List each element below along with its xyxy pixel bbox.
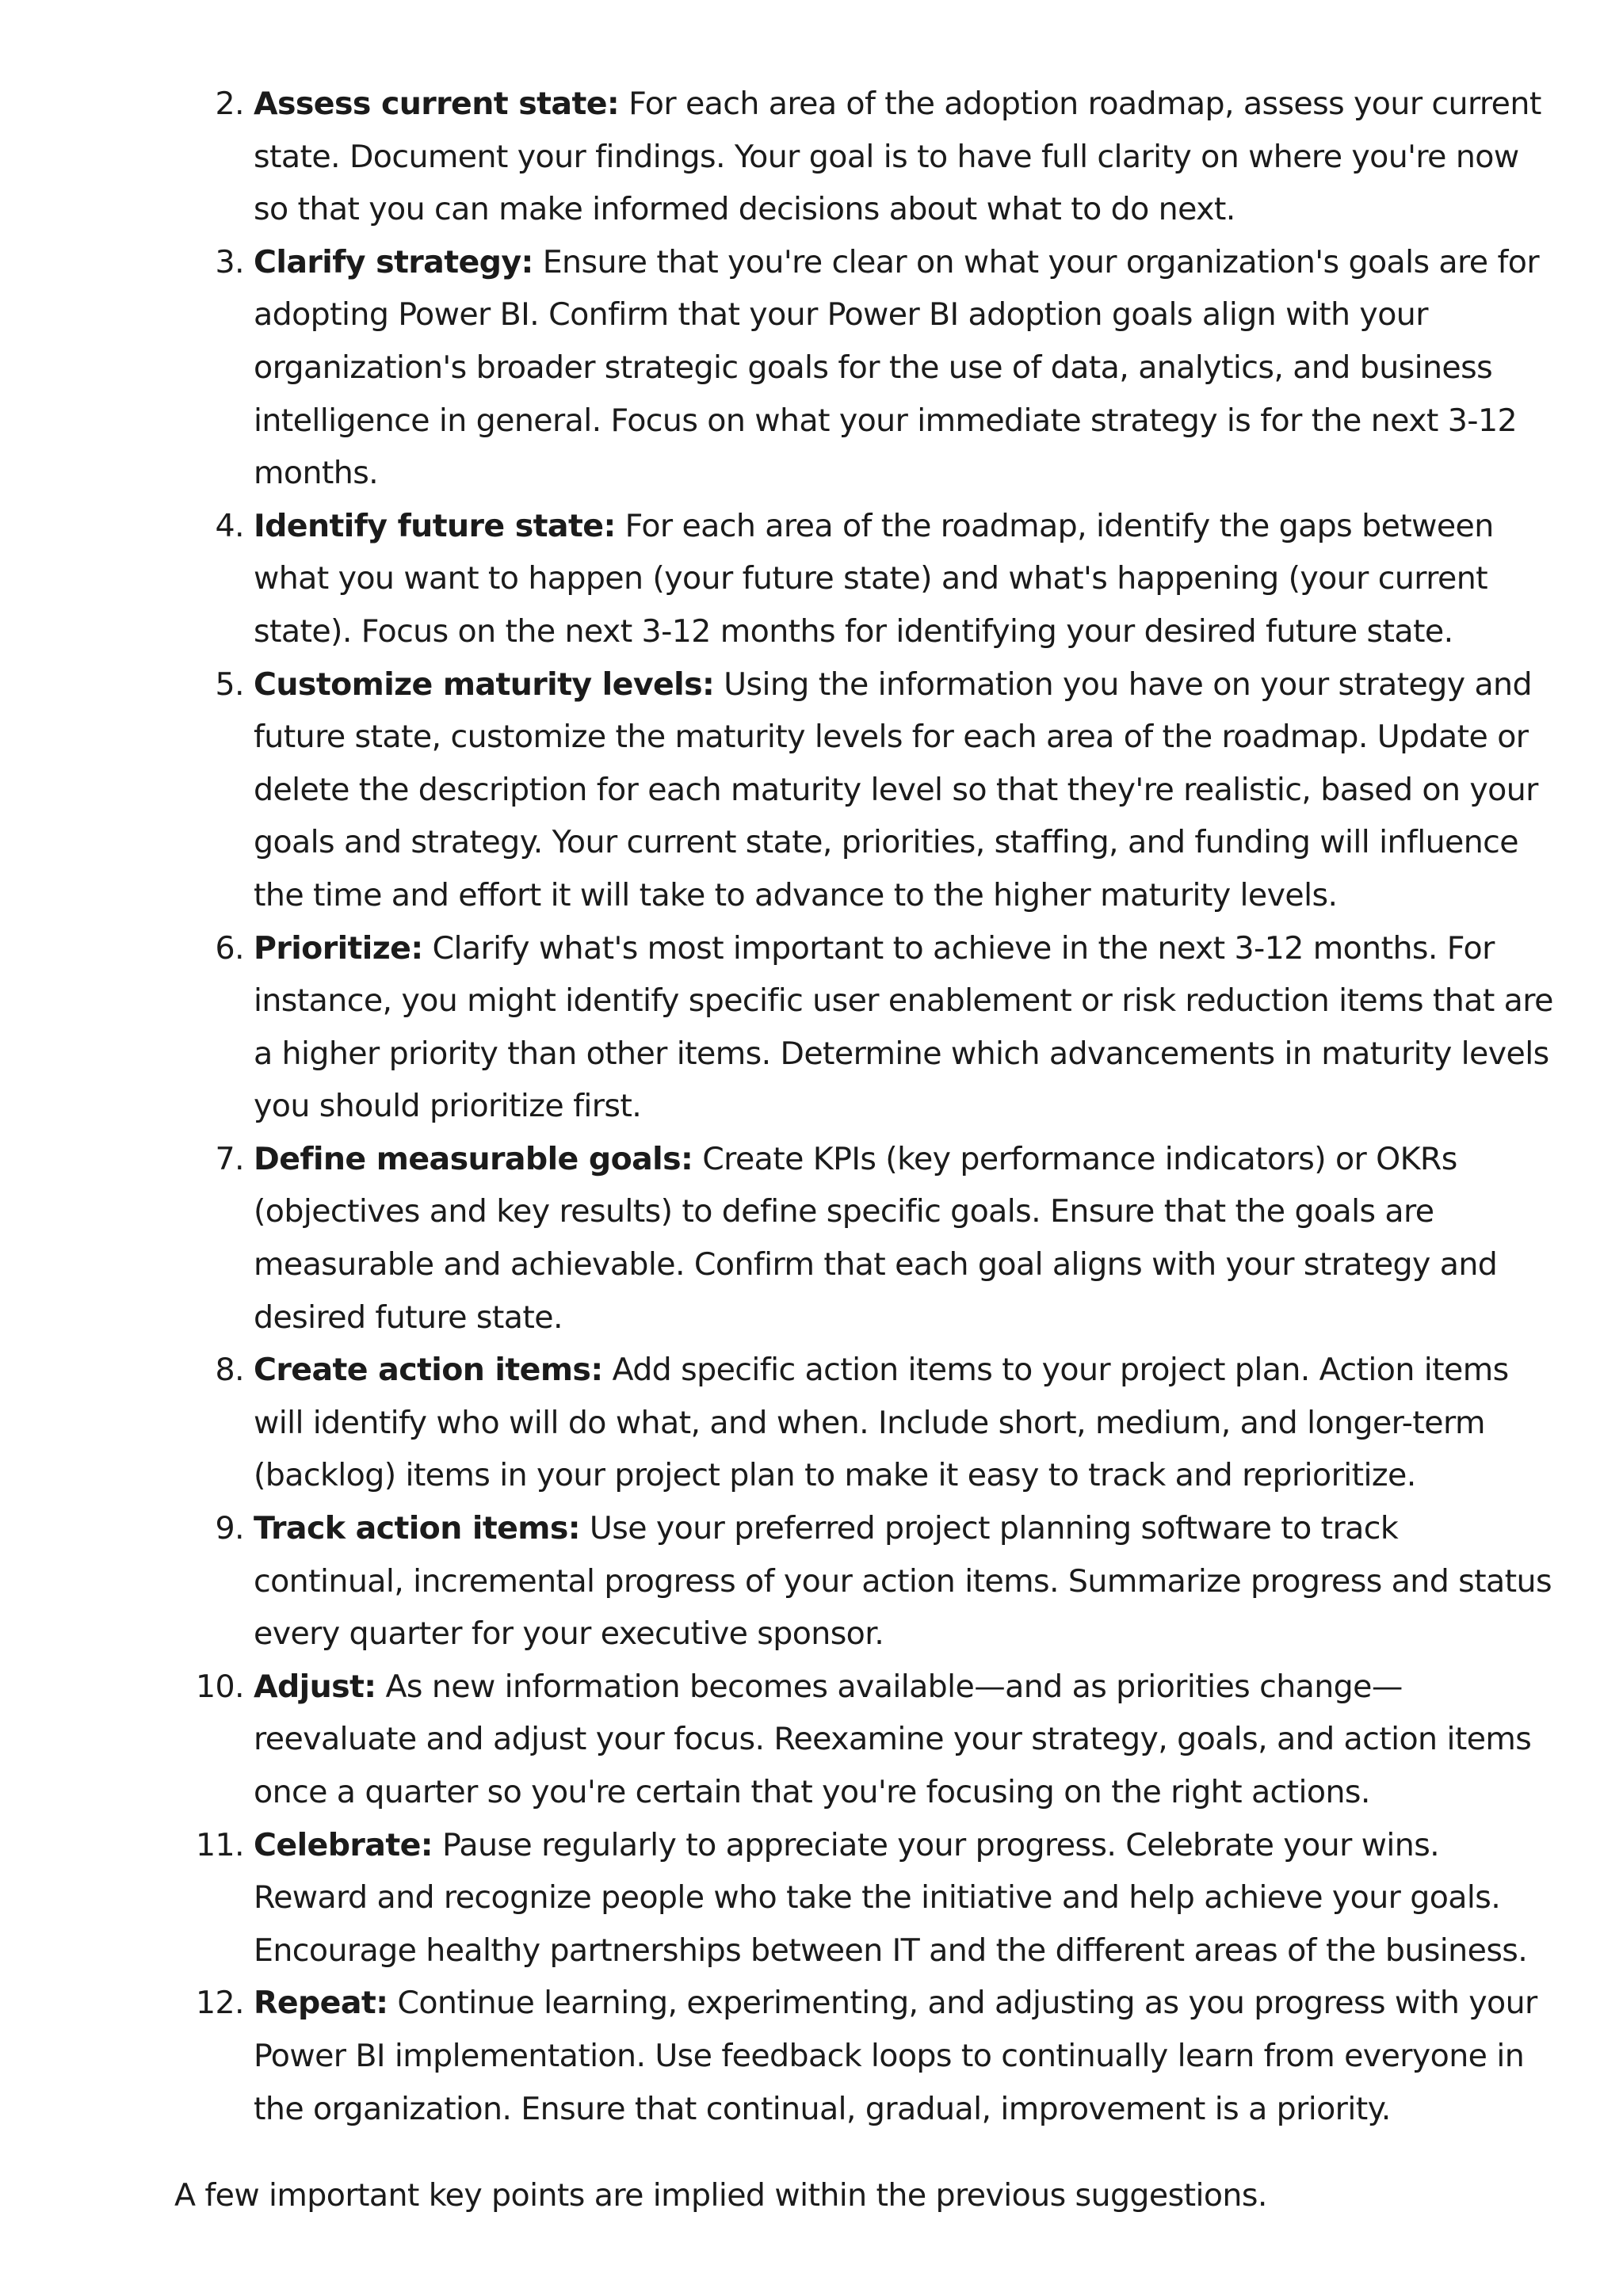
step-term: Assess current state: bbox=[254, 86, 620, 122]
step-number: 11. bbox=[195, 1826, 244, 1863]
list-item bbox=[195, 1977, 1553, 2135]
step-text: As new information becomes available—and as priorities change—reevaluate and adjust your focus. Reexamine your strategy, goals, and action items once a quarter so you're certain that you're focusing on the right actions. bbox=[254, 1668, 1532, 1810]
list-item bbox=[215, 500, 1553, 658]
list-item bbox=[215, 658, 1553, 922]
step-term: Create action items: bbox=[254, 1352, 603, 1389]
list-item bbox=[215, 236, 1553, 500]
step-number: 5. bbox=[215, 666, 244, 703]
step-text: Add specific action items to your project plan. Action items will identify who will do what, and when. Include short, medium, and longer-term (backlog) items in your project plan to make it easy to track and reprioritize. bbox=[254, 1352, 1509, 1494]
list-item bbox=[195, 1819, 1553, 1978]
step-term: Celebrate: bbox=[254, 1826, 433, 1863]
step-text: For each area of the roadmap, identify the gaps between what you want to happen (your future state) and what's happening (your current state). Focus on the next 3-12 months for identifying your desired future state. bbox=[254, 507, 1494, 650]
step-text: Use your preferred project planning software to track continual, incremental progress of your action items. Summarize progress and status every quarter for your executive sponsor. bbox=[254, 1510, 1552, 1653]
step-term: Track action items: bbox=[254, 1510, 580, 1547]
step-text: Using the information you have on your strategy and future state, customize the maturity levels for each area of the roadmap. Update or delete the description for each maturity level so that they're realistic, based on your goals and strategy. Your current state, priorities, staffing, and funding will influence the time and effort it will take to advance to the higher maturity levels. bbox=[254, 666, 1538, 913]
step-term: Define measurable goals: bbox=[254, 1140, 693, 1177]
step-text: Create KPIs (key performance indicators) or OKRs (objectives and key results) to define specific goals. Ensure that the goals are measurable and achievable. Confirm that each goal aligns with your strategy and desired future state. bbox=[254, 1140, 1498, 1336]
step-number: 9. bbox=[215, 1510, 244, 1547]
step-term: Adjust: bbox=[254, 1668, 376, 1705]
step-number: 12. bbox=[195, 1985, 244, 2022]
steps-list bbox=[174, 78, 1553, 2135]
step-number: 8. bbox=[215, 1352, 244, 1389]
step-term: Clarify strategy: bbox=[254, 243, 533, 280]
step-term: Prioritize: bbox=[254, 929, 423, 967]
closing-paragraph: A few important key points are implied within the previous suggestions. bbox=[174, 2177, 1267, 2214]
step-term: Customize maturity levels: bbox=[254, 666, 715, 703]
step-text: Pause regularly to appreciate your progress. Celebrate your wins. Reward and recognize people who take the initiative and help achieve your goals. Encourage healthy partnerships between IT and the different areas of the business. bbox=[254, 1826, 1528, 1969]
list-item bbox=[215, 1344, 1553, 1502]
step-number: 3. bbox=[215, 243, 244, 280]
step-number: 10. bbox=[195, 1668, 244, 1705]
step-number: 7. bbox=[215, 1140, 244, 1177]
step-term: Repeat: bbox=[254, 1985, 388, 2022]
step-text: Ensure that you're clear on what your organization's goals are for adopting Power BI. Confirm that your Power BI adoption goals align with your organization's broader strategic goals for the use of data, analytics, and business intelligence in general. Focus on what your immediate strategy is for the next 3-12 months. bbox=[254, 243, 1539, 492]
list-item bbox=[215, 1133, 1553, 1344]
list-item bbox=[195, 1661, 1553, 1819]
step-term: Identify future state: bbox=[254, 507, 616, 544]
step-text: Continue learning, experimenting, and adjusting as you progress with your Power BI implementation. Use feedback loops to continually learn from everyone in the organization. Ensure that continual, gradual, improvement is a priority. bbox=[254, 1985, 1537, 2127]
list-item bbox=[215, 1502, 1553, 1661]
list-item bbox=[215, 922, 1553, 1133]
step-text: Clarify what's most important to achieve in the next 3-12 months. For instance, you might identify specific user enablement or risk reduction items that are a higher priority than other items. Determine which advancements in maturity levels you should prioritize first. bbox=[254, 929, 1553, 1125]
step-number: 6. bbox=[215, 929, 244, 967]
list-item bbox=[215, 78, 1553, 236]
step-text: For each area of the adoption roadmap, assess your current state. Document your findings. Your goal is to have full clarity on where you're now so that you can make informed decisions about what to do next. bbox=[254, 86, 1541, 228]
step-number: 4. bbox=[215, 507, 244, 544]
step-number: 2. bbox=[215, 86, 244, 122]
